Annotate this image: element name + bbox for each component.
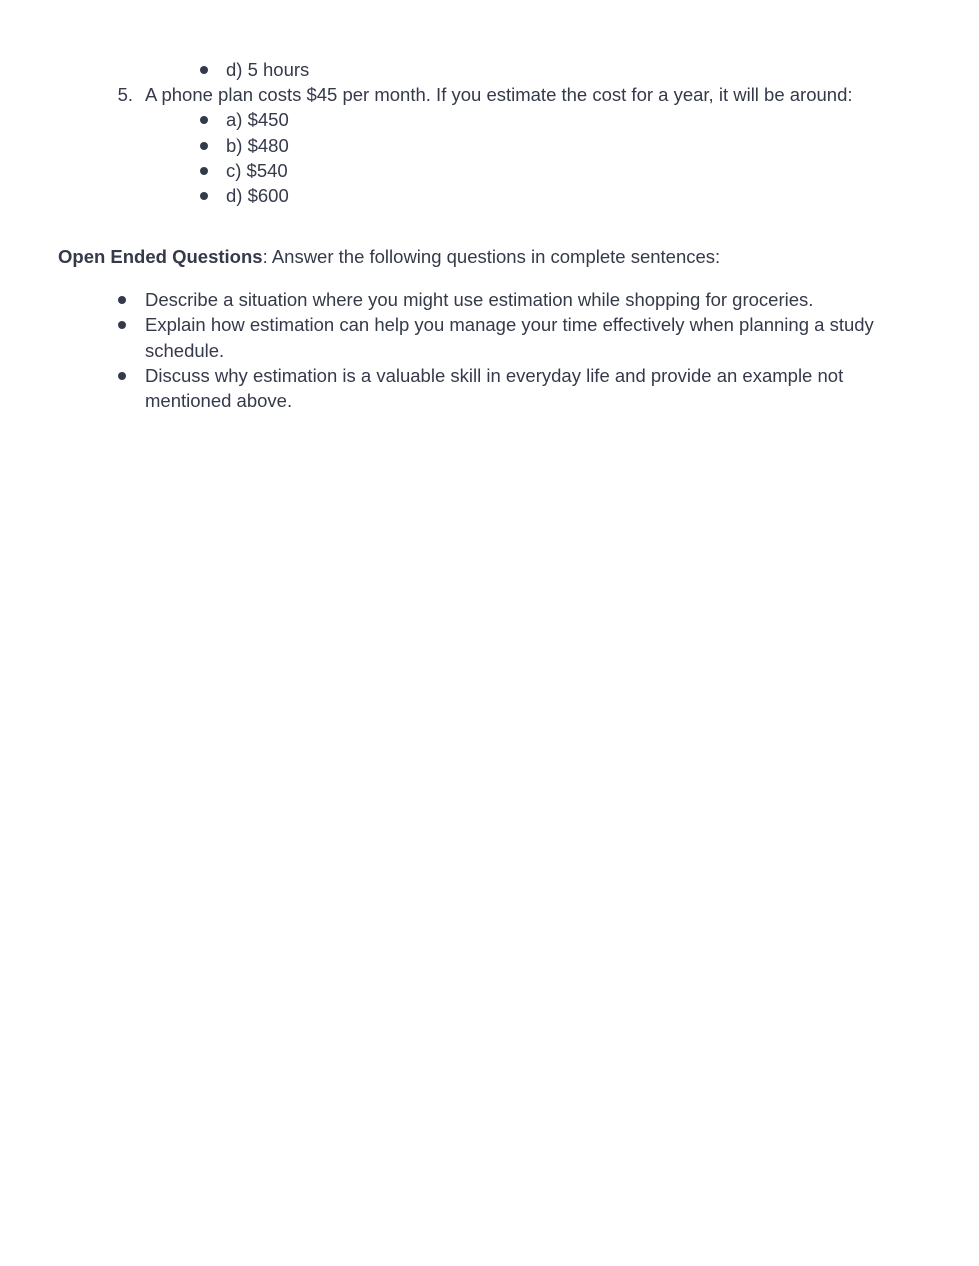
bullet-icon <box>118 321 126 329</box>
q5-text: A phone plan costs $45 per month. If you estimate the cost for a year, it will be around: <box>145 84 853 105</box>
open-question-3-line-2: mentioned above. <box>145 390 293 411</box>
q5-option-d: d) $600 <box>226 185 289 206</box>
bullet-icon <box>200 116 208 124</box>
q5-number: 5. <box>117 84 133 105</box>
bullet-icon <box>200 167 208 175</box>
open-question-1-line-1: Describe a situation where you might use estimation while shopping for groceries. <box>145 289 814 310</box>
open-ended-heading-line <box>58 244 720 269</box>
q5-option-b: b) $480 <box>226 135 289 156</box>
bullet-icon <box>200 66 208 74</box>
bullet-icon <box>200 192 208 200</box>
q4-option-d: d) 5 hours <box>226 59 310 80</box>
open-question-3-line-1: Discuss why estimation is a valuable skill in everyday life and provide an example not <box>145 365 844 386</box>
open-question-2-line-1: Explain how estimation can help you manage your time effectively when planning a study <box>145 314 874 335</box>
q5-option-c: c) $540 <box>226 160 288 181</box>
q5-option-a: a) $450 <box>226 109 289 130</box>
bullet-icon <box>118 296 126 304</box>
open-question-2-line-2: schedule. <box>145 340 225 361</box>
bullet-icon <box>200 142 208 150</box>
open-ended-instruction: : Answer the following questions in complete sentences: <box>262 246 721 267</box>
bullet-icon <box>118 372 126 380</box>
open-ended-heading: Open Ended Questions <box>58 246 263 267</box>
